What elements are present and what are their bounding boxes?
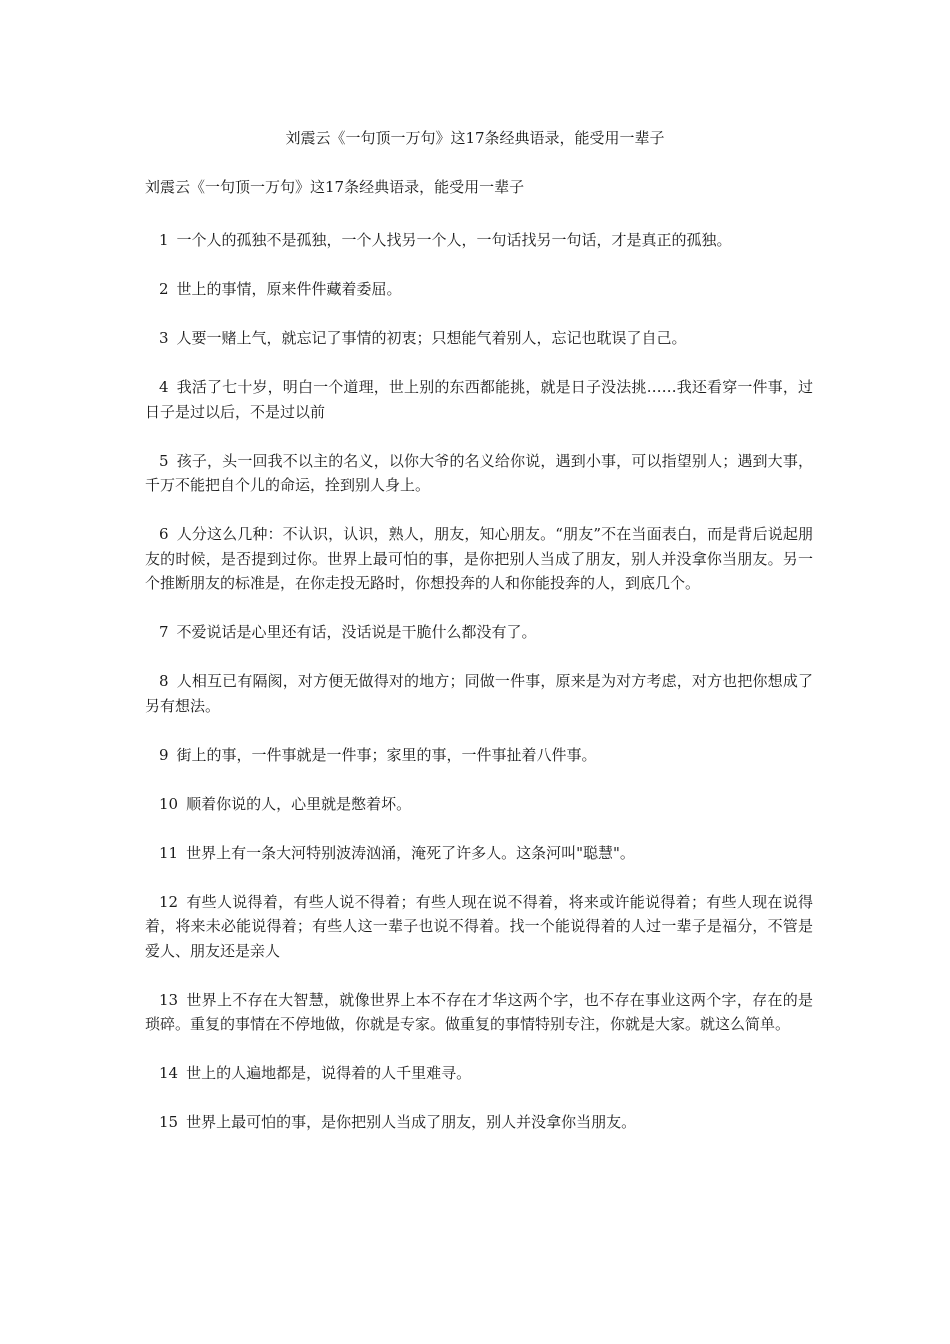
item-number: 4 (159, 378, 169, 396)
list-item (145, 228, 813, 253)
list-item (145, 669, 813, 718)
item-text: 人相互已有隔阂，对方便无做得对的地方；同做一件事，原来是为对方考虑，对方也把你想成了另有想法。 (145, 672, 813, 715)
item-text: 街上的事，一件事就是一件事；家里的事，一件事扯着八件事。 (176, 745, 597, 764)
list-item (145, 890, 813, 964)
list-item (145, 522, 813, 596)
document-title: 刘震云《一句顶一万句》这17条经典语录，能受用一辈子 (285, 129, 665, 147)
item-number: 8 (159, 672, 169, 690)
item-number: 14 (159, 1064, 179, 1082)
item-number: 6 (159, 525, 169, 543)
item-number: 15 (159, 1113, 179, 1131)
item-number: 13 (159, 990, 179, 1009)
list-item (145, 1061, 813, 1086)
item-text: 一个人的孤独不是孤独，一个人找另一个人，一句话找另一句话，才是真正的孤独。 (176, 231, 732, 249)
list-item (145, 792, 813, 817)
item-number: 9 (159, 745, 169, 764)
item-text: 人分这么几种：不认识，认识，熟人，朋友，知心朋友。“朋友”不在当面表白，而是背后说起朋友的时候，是否提到过你。世界上最可怕的事，是你把别人当成了朋友，别人并没拿你当朋友。另一个推断朋友的标准是，在你走投无路时，你想投奔的人和你能投奔的人，到底几个。 (145, 525, 813, 592)
list-item (145, 277, 813, 302)
list-item (145, 375, 813, 424)
item-text: 世上的人遍地都是，说得着的人千里难寻。 (186, 1064, 472, 1082)
item-number: 5 (159, 451, 169, 470)
item-text: 不爱说话是心里还有话，没话说是干脆什么都没有了。 (176, 623, 537, 641)
list-item (145, 743, 813, 768)
item-number: 1 (159, 231, 169, 249)
item-number: 7 (159, 623, 169, 641)
item-text: 我活了七十岁，明白一个道理，世上别的东西都能挑，就是日子没法挑……我还看穿一件事，过日子是过以后，不是过以前 (145, 378, 813, 421)
document-subtitle: 刘震云《一句顶一万句》这17条经典语录，能受用一辈子 (145, 178, 525, 196)
item-number: 2 (159, 280, 169, 298)
list-item (145, 1110, 813, 1135)
list-item (145, 449, 813, 498)
item-text: 世界上有一条大河特别波涛汹涌，淹死了许多人。这条河叫"聪慧"。 (186, 843, 635, 862)
item-number: 10 (159, 794, 179, 813)
list-item (145, 620, 813, 645)
item-number: 3 (159, 329, 169, 347)
list-item (145, 988, 813, 1037)
item-text: 世上的事情，原来件件藏着委屈。 (176, 280, 402, 298)
quote-list (145, 228, 813, 1159)
item-text: 顺着你说的人，心里就是憋着坏。 (186, 794, 412, 813)
item-text: 人要一赌上气，就忘记了事情的初衷；只想能气着别人，忘记也耽误了自己。 (176, 329, 687, 347)
item-text: 世界上最可怕的事，是你把别人当成了朋友，别人并没拿你当朋友。 (186, 1113, 637, 1131)
item-number: 11 (159, 843, 179, 862)
list-item (145, 326, 813, 351)
list-item (145, 841, 813, 866)
item-text: 孩子，头一回我不以主的名义，以你大爷的名义给你说，遇到小事，可以指望别人；遇到大事，千万不能把自个儿的命运，拴到别人身上。 (145, 451, 813, 494)
item-text: 世界上不存在大智慧，就像世界上本不存在才华这两个字，也不存在事业这两个字，存在的是琐碎。重复的事情在不停地做，你就是专家。做重复的事情特别专注，你就是大家。就这么简单。 (145, 990, 813, 1033)
item-text: 有些人说得着，有些人说不得着；有些人现在说不得着，将来或许能说得着；有些人现在说得着，将来未必能说得着；有些人这一辈子也说不得着。找一个能说得着的人过一辈子是福分，不管是爱人、朋友还是亲人 (145, 892, 813, 960)
item-number: 12 (159, 892, 179, 911)
